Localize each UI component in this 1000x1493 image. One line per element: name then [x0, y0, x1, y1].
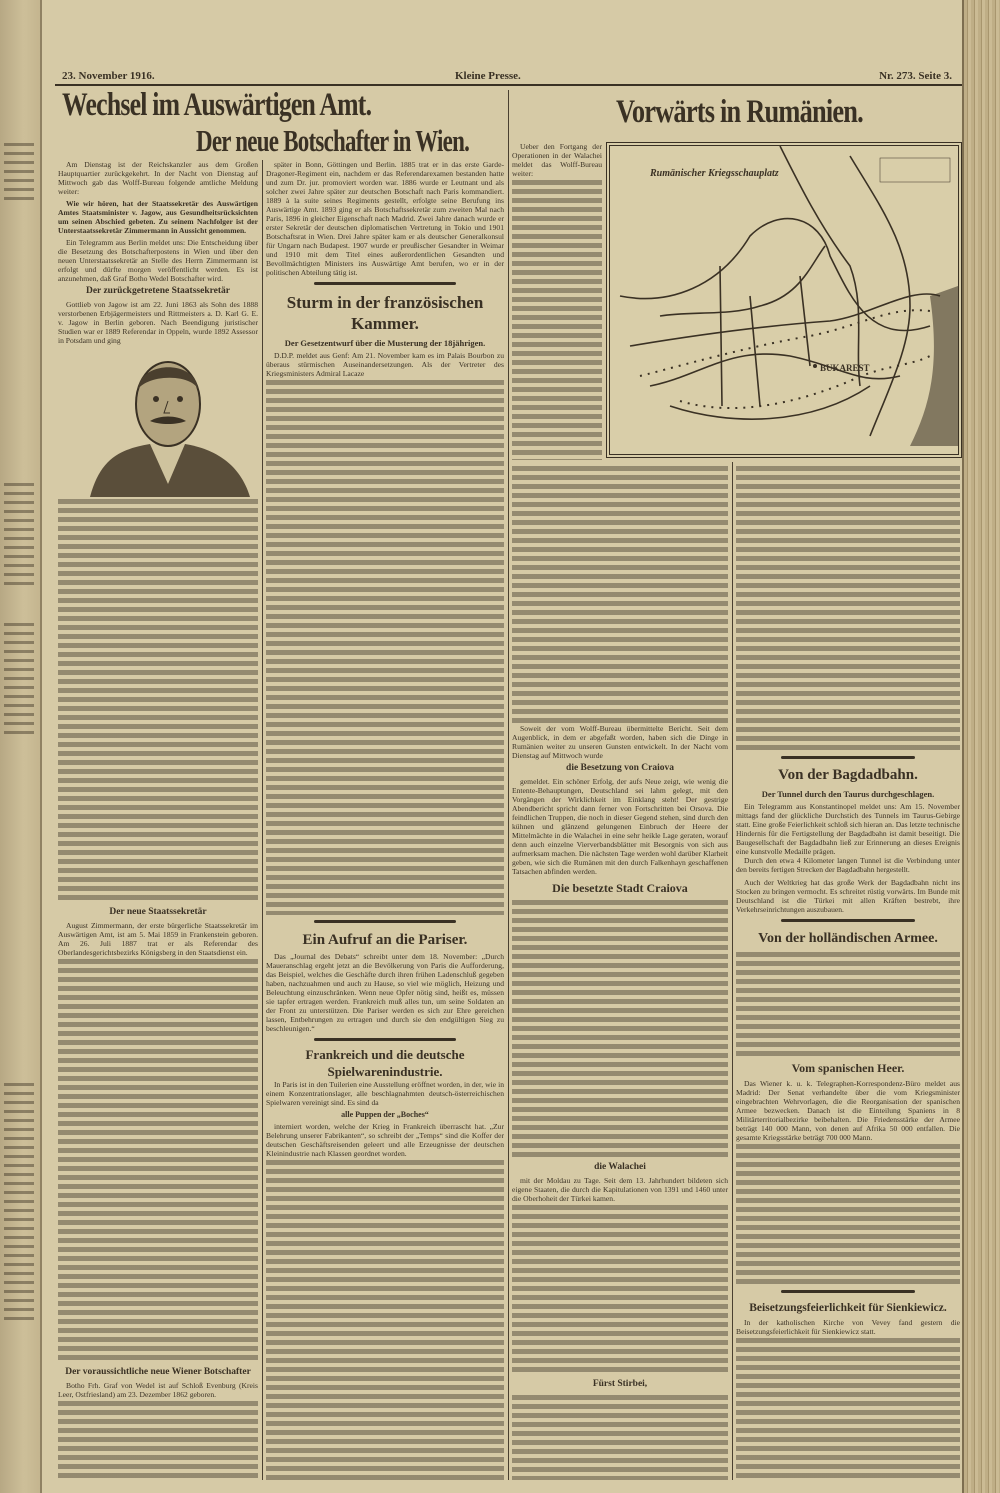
text-lines [512, 1393, 728, 1480]
column-3-narrow [512, 142, 602, 460]
issue-date: 23. November 1916. [62, 70, 155, 82]
page-binding [0, 0, 42, 1493]
paragraph: In Paris ist in den Tuilerien eine Ausstellung eröffnet worden, in der, wie in einem Konzentrationslager, alle beschlagnahmten deutsch-österreichischen Spielwaren vereinigt sind. Es sind da [266, 1079, 504, 1107]
paragraph: Durch den etwa 4 Kilometer langen Tunnel ist die Verbindung unter den bereits fertigen Strecken der Bagdadbahn hergestellt. [736, 856, 960, 875]
headline-spielwaren: Frankreich und die deutsche Spielwarenindustrie. [305, 1046, 465, 1079]
subheadline-sturm: Der Gesetzentwurf über die Musterung der 18jährigen. [284, 338, 486, 348]
header-rule [55, 84, 962, 86]
section-heading: Die besetzte Stadt Craiova [552, 881, 688, 896]
column-4 [736, 464, 960, 1480]
headline-bagdadbahn: Von der Bagdadbahn. [778, 767, 918, 784]
paragraph: D.D.P. meldet aus Genf: Am 21. November kam es im Palais Bourbon zu überaus stürmischen Auseinandersetzungen. Als der Vertreter des Kriegsministers Admiral Lacaze [266, 351, 504, 378]
text-fragment [4, 480, 34, 590]
paragraph: Ein Telegramm aus Konstantinopel meldet uns: Am 15. November mittags fand der glückliche Durchstich des Tunnels im Taurus-Gebirge statt. Eine große Feierlichkeit schloß sich hieran an. Das letzte technische Hindernis für die Fertigstellung der Bagdadbahn ist damit beseitigt. Die Baugesellschaft der Bagdadbahn ließ zur Erinnerung an dieses Ereignis eine kunstvolle Medaille prägen. [736, 802, 960, 857]
headline-holland: Von der holländischen Armee. [758, 931, 938, 947]
text-fragment [4, 620, 34, 740]
text-fragment [4, 140, 34, 200]
paragraph: Am Dienstag ist der Reichskanzler aus dem Großen Hauptquartier zurückgekehrt. In der Nacht von Dienstag auf Mittwoch gab das Wolff-Bureau folgende amtliche Meldung weiter: [58, 160, 258, 196]
headline-sienkiewicz: Beisetzungsfeierlichkeit für Sienkiewicz. [749, 1302, 947, 1315]
text-lines [736, 1142, 960, 1286]
text-lines [58, 957, 258, 1364]
subheadline-bagdadbahn: Der Tunnel durch den Taurus durchgeschlagen. [761, 789, 935, 800]
paragraph: gemeldet. Ein schöner Erfolg, der aufs Neue zeigt, wie wenig die Entente-Behauptungen, Deutschland sei lahm gelegt, mit den Vorgängen der Wirklichkeit im Einklang steht! Der gestrige Abendbericht spricht dann ferner von Fortschritten bei Orsova. Die feindlichen Truppen, die noch in dieser Gegend stehen, sind durch den kühnen und glänzend gelungenen Einbruch der Heere der Mittelmächte in die Walachei in eine sehr heikle Lage geraten, worauf denn auch einzelne Vierverbandsblätter mit Besorgnis von sich aus aufmerksam machen. Die nächsten Tage werden wohl darüber Klarheit geben, wie sich die Rumänen mit den durch Falkenhayn geschaffenen Tatsachen abfinden werden. [512, 777, 728, 877]
text-lines [58, 1399, 258, 1480]
official-notice: Wie wir hören, hat der Staatssekretär des Auswärtigen Amtes Staatsminister v. Jagow, aus Gesundheitsrücksichten um seinen Abschied gebeten. Zu seinem Nachfolger ist der Unterstaatssekretär Zimmermann in Aussicht genommen. [58, 199, 258, 235]
text-lines [512, 1203, 728, 1377]
paper-name: Kleine Presse. [455, 70, 521, 82]
text-lines [736, 464, 960, 751]
text-lines [736, 950, 960, 1058]
headline-spanien: Vom spanischen Heer. [791, 1060, 905, 1075]
paragraph: Das Wiener k. u. k. Telegraphen-Korrespondenz-Büro meldet aus Madrid: Der Senat verhandelte über die vom Kriegsminister eingebrachten Wehrvorlagen, die die Reorganisation der spanischen Armee bezwecken. Danach ist die Einteilung Spaniens in 8 Militärterritorialbezirke beibehalten. Die Friedensstärke der Armee beträgt 140 000 Mann, von denen auf Afrika 50 000 entfallen. Die gesamte Kriegsstärke beträgt 700 000 Mann. [736, 1078, 960, 1142]
headline-aufruf: Ein Aufruf an die Pariser. [302, 931, 468, 948]
column-rule [508, 90, 509, 1480]
paragraph: Botho Frh. Graf von Wedel ist auf Schloß Evenburg (Kreis Leer, Ostfriesland) am 23. Dezember 1862 geboren. [58, 1380, 258, 1399]
column-2 [266, 160, 504, 1480]
paragraph: mit der Moldau zu Tage. Seit dem 13. Jahrhundert bildeten sich eigene Staaten, die durch die Kapitulationen von 1391 und 1460 unter die Oberhoheit der Türkei kamen. [512, 1175, 728, 1203]
paragraph: Gottlieb von Jagow ist am 22. Juni 1863 als Sohn des 1888 verstorbenen Erbjägermeisters und Rittmeisters a. D. Karl G. E. v. Jagow in Berlin geboren. Nach Beendigung juristischer Studien war er 1889 Referendar in Oppeln, wurde 1892 Assessor in Potsdam und ging [58, 300, 258, 345]
text-lines [512, 464, 728, 724]
page-edges [962, 0, 1000, 1493]
text-lines [58, 497, 258, 904]
map-romania [606, 142, 962, 458]
text-fragment [4, 1080, 34, 1320]
headline-wechsel: Wechsel im Auswärtigen Amt. [62, 87, 372, 123]
paragraph: In der katholischen Kirche von Vevey fand gestern die Beisetzungsfeierlichkeit für Sienkiewicz statt. [736, 1318, 960, 1337]
text-lines [736, 1336, 960, 1480]
text-lines [266, 1158, 504, 1480]
portrait-image [80, 349, 255, 497]
paragraph: später in Bonn, Göttingen und Berlin. 1885 trat er in das erste Garde-Dragoner-Regiment ein, nachdem er das Referendarexamen bestanden hatte und zum Dr. jur. promoviert worden war. 1886 wurde er Leutnant und als solcher zwei Jahre später zur deutschen Botschaft nach Paris kommandiert. 1889 à la suite seines Regiments gestellt, erfolgte seine Berufung ins Auswärtige Amt. 1893 ging er als Botschaftssekretär zum zweiten Mal nach Paris, 1896 in gleicher Eigenschaft nach Madrid. Zwei Jahre danach wurde er erster Sekretär der deutschen diplomatischen Vertretung in Tokio und 1901 Botschaftsrat in Wien. Drei Jahre später kam er als deutscher Generalkonsul für Ungarn nach Budapest. 1907 wurde er preußischer Gesandter in Weimar und 1910 mit dem Titel eines außerordentlichen Gesandten und Bevollmächtigten Ministers ins Auswärtige Amt berufen, wo er in der politischen Abteilung tätig ist. [266, 160, 504, 277]
paragraph: Ueber den Fortgang der Operationen in der Walachei meldet das Wolff-Bureau weiter: [512, 142, 602, 178]
paragraph: interniert worden, welche der Krieg in Frankreich überrascht hat. „Zur Belehrung unserer Fabrikanten“, so schreibt der „Temps“ sind die Koffer der deutschen Geschäftsreisenden geleert und alle Erzeugnisse der deutschen Kleinindustrie nach Klassen geordnet worden. [266, 1121, 504, 1158]
column-rule [262, 160, 263, 1480]
paragraph: August Zimmermann, der erste bürgerliche Staatssekretär im Auswärtigen Amt, ist am 5. Mai 1859 in Frankenstein geboren. Am 26. Juli 1887 trat er als Referendar des Oberlandesgerichtsbezirks Königsberg in den Staatsdienst ein. [58, 920, 258, 957]
headline-rumaenien: Vorwärts in Rumänien. [616, 94, 863, 130]
paragraph: Das „Journal des Debats“ schreibt unter dem 18. November: „Durch Maueranschlag ergeht jetzt an die Bevölkerung von Paris die Aufforderung, das Beispiel, welches die Geschäfte durch ihren frühen Ladenschluß gegeben haben, nachzuahmen und auch zu Hause, so viel wie möglich, Heizung und Beleuchtung einzuschränken. Wenn neue Opfer nötig sind, heißt es, müssen sie tapfer ertragen werden. Frankreich muß alles tun, um seine Soldaten an der Front zu unterstützen. Die Pariser werden es sich zur Ehre gereichen lassen, Entbehrungen zu ertragen und durch sie den endgültigen Sieg zu beschleunigen.“ [266, 951, 504, 1033]
text-lines [266, 378, 504, 915]
map-legend [880, 158, 950, 182]
map-drawing [610, 146, 958, 454]
paragraph: Soweit der vom Wolff-Bureau übermittelte Bericht. Seit dem Augenblick, in dem er abgefaßt worden, haben sich die Dinge in Rumänien weiter zu unseren Gunsten entwickelt. In der Nacht vom Dienstag auf Mittwoch wurde [512, 724, 728, 761]
map-title: Rumänischer Kriegsschauplatz [650, 168, 779, 179]
section-heading: Fürst Stirbei, [592, 1379, 648, 1390]
section-heading: die Besetzung von Craiova [566, 763, 674, 774]
headline-sturm: Sturm in der französischen Kammer. [286, 293, 484, 333]
paragraph: Ein Telegramm aus Berlin meldet uns: Die Entscheidung über die Besetzung des Botschafterpostens in Wien und über den neuen Unterstaatssekretär an Stelle des Herrn Zimmermann ist erfolgt und dürfte morgen veröffentlicht werden. Es ist anzunehmen, daß Graf Botho Wedel Botschafter wird. [58, 238, 258, 283]
paragraph: Auch der Weltkrieg hat das große Werk der Bagdadbahn nicht ins Stocken zu bringen vermocht. Es schreitet rüstig vorwärts. Im Bunde mit Deutschland ist die Türkei mit allen Kräften bestrebt, ihre Verkehrseinrichtungen auszubauen. [736, 878, 960, 915]
map-label-bukarest: BUKAREST [820, 363, 870, 373]
issue-number: Nr. 273. Seite 3. [879, 70, 952, 82]
section-heading: Der zurückgetretene Staatssekretär [85, 286, 231, 296]
section-heading: Der voraussichtliche neue Wiener Botschafter [65, 1366, 251, 1377]
section-heading: die Walachei [594, 1161, 646, 1172]
column-1 [58, 160, 258, 1480]
centered-line: alle Puppen der „Boches“ [341, 1109, 429, 1119]
headline-botschafter: Der neue Botschafter in Wien. [196, 123, 470, 158]
column-3 [512, 464, 728, 1480]
text-lines [512, 178, 602, 460]
text-lines [512, 898, 728, 1158]
section-heading: Der neue Staatssekretär [109, 906, 207, 917]
column-rule [732, 462, 733, 1480]
